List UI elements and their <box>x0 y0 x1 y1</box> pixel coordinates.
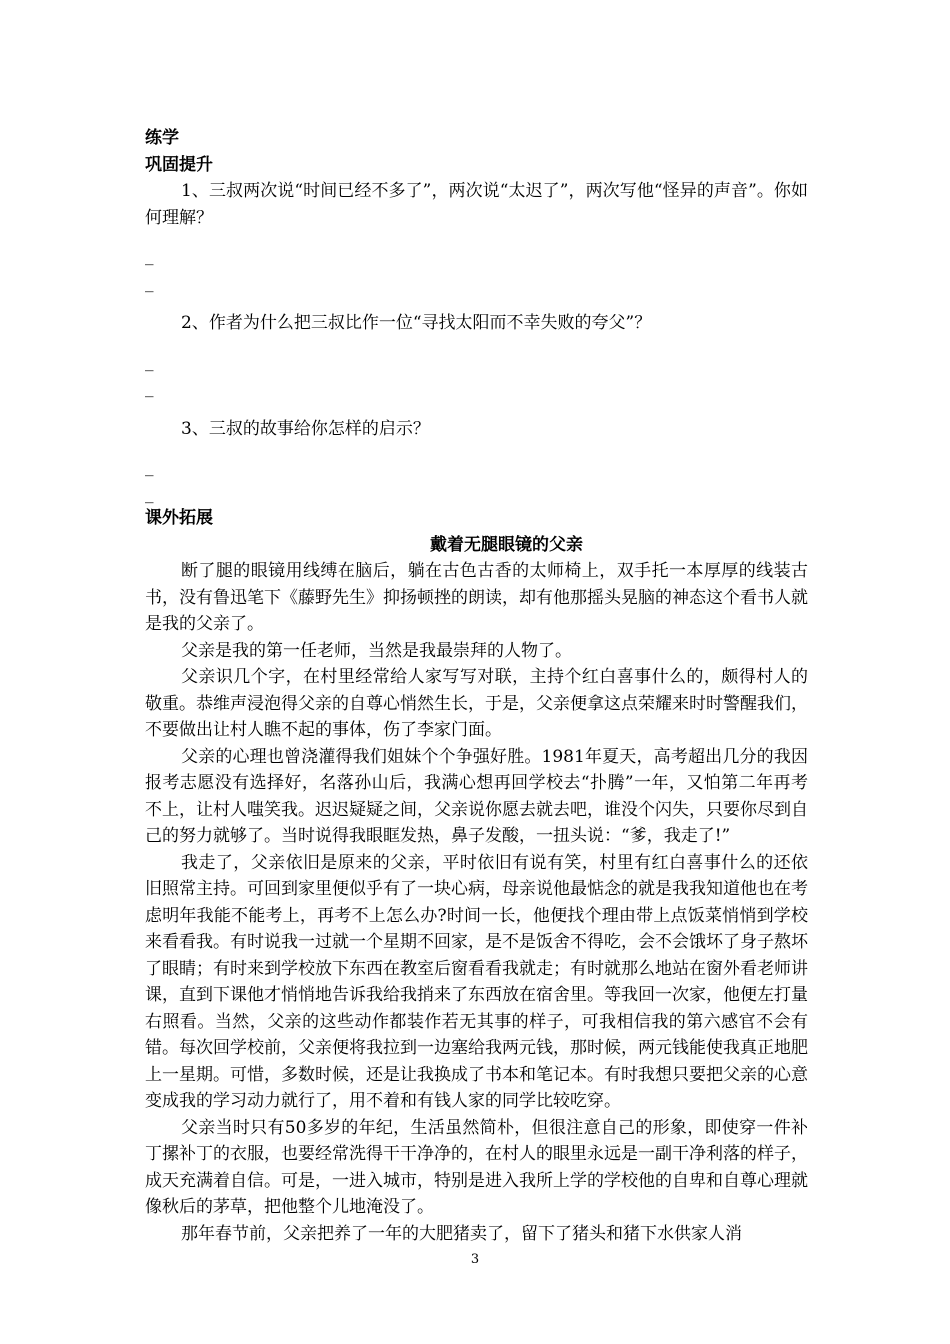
article-paragraph: 我走了，父亲依旧是原来的父亲，平时依旧有说有笑，村里有红白喜事什么的还依旧照常主持。可回到家里便似乎有了一块心病，母亲说他最惦念的就是我我知道他也在考虑明年我能不能考上，再考不上怎么办?时间一长，他便找个理由带上点饭菜悄悄到学校来看看我。有时说我一过就一个星期不回家，是不是饭舍不得吃，会不会饿坏了身子熬坏了眼睛；有时来到学校放下东西在教室后窗看看我就走；有时就那么地站在窗外看老师讲课，直到下课他才悄悄地告诉我给我捎来了东西放在宿舍里。等我回一次家，他便左打量右照看。当然，父亲的这些动作都装作若无其事的样子，可我相信我的第六感官不会有错。每次回学校前，父亲便将我拉到一边塞给我两元钱，那时候，两元钱能使我真正地肥上一星期。可惜，多数时候，还是让我换成了书本和笔记本。有时我想只要把父亲的心意变成我的学习动力就行了，用不着和有钱人家的同学比较吃穿。 <box>145 852 808 1111</box>
answer-blank: _ <box>145 483 154 504</box>
article-paragraph: 父亲当时只有50多岁的年纪，生活虽然简朴，但很注意自己的形象，即使穿一件补丁摞补丁的衣服，也要经常洗得干干净净的，在村人的眼里永远是一副干净利落的样子，成天充满着自信。可是，一进入城市，特别是进入我所上学的学校他的自卑和自尊心理就像秋后的茅草，把他整个儿地淹没了。 <box>145 1117 808 1217</box>
answer-blank: _ <box>145 351 154 372</box>
practice-heading: 练学 <box>145 128 179 148</box>
extension-heading: 课外拓展 <box>145 508 213 528</box>
article-paragraph: 父亲的心理也曾浇灌得我们姐妹个个争强好胜。1981年夏天，高考超出几分的我因报考志愿没有选择好，名落孙山后，我满心想再回学校去“扑腾”一年，又怕第二年再考不上，让村人嗤笑我。迟迟疑疑之间，父亲说你愿去就去吧，谁没个闪失，只要你尽到自己的努力就够了。当时说得我眼眶发热，鼻子发酸，一扭头说：“爹，我走了!” <box>145 746 808 846</box>
article-paragraph: 断了腿的眼镜用线缚在脑后，躺在古色古香的太师椅上，双手托一本厚厚的线装古书，没有鲁迅笔下《藤野先生》抑扬顿挫的朗读，却有他那摇头晃脑的神态这个看书人就是我的父亲了。 <box>145 561 808 634</box>
article-paragraph: 父亲是我的第一任老师，当然是我最崇拜的人物了。 <box>181 640 572 661</box>
article-title: 戴着无腿眼镜的父亲 <box>430 534 583 555</box>
answer-blank: _ <box>145 246 154 266</box>
question-3: 3、三叔的故事给你怎样的启示？ <box>181 418 430 439</box>
consolidate-heading: 巩固提升 <box>145 154 213 175</box>
page-number: 3 <box>470 1252 480 1267</box>
answer-blank: _ <box>145 272 154 293</box>
answer-blank: _ <box>145 378 154 398</box>
page-content <box>145 125 808 1247</box>
question-1: 1、三叔两次说“时间已经不多了”，两次说“太迟了”，两次写他“怪异的声音”。你如何理解？ <box>145 181 808 228</box>
answer-blank: _ <box>145 457 154 477</box>
article-paragraph: 那年春节前，父亲把养了一年的大肥猪卖了，留下了猪头和猪下水供家人消 <box>181 1223 742 1244</box>
article-paragraph: 父亲识几个字，在村里经常给人家写写对联，主持个红白喜事什么的，颇得村人的敬重。恭维声浸泡得父亲的自尊心悄然生长，于是，父亲便拿这点荣耀来时时警醒我们，不要做出让村人瞧不起的事体，伤了李家门面。 <box>145 667 808 740</box>
question-2: 2、作者为什么把三叔比作一位“寻找太阳而不幸失败的夸父”？ <box>181 313 652 333</box>
